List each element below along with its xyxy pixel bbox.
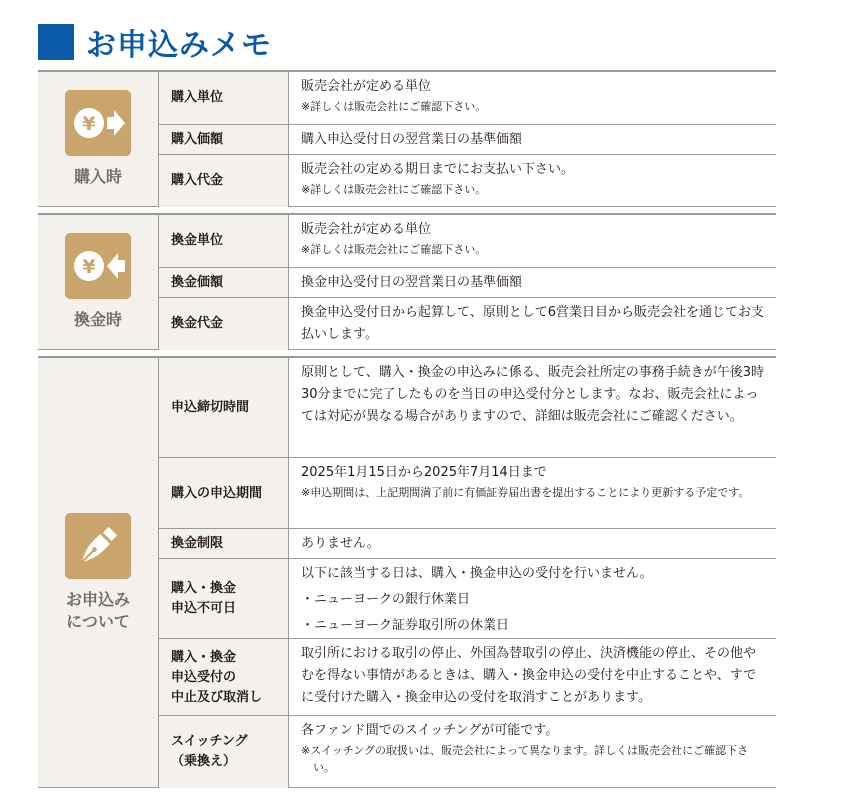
title-square-mark <box>38 24 74 60</box>
row-value: ありません。 <box>301 536 380 551</box>
row-key: 購入代金 <box>159 155 289 207</box>
table-row <box>159 267 776 298</box>
table-row <box>159 638 776 716</box>
row-value <box>289 215 776 267</box>
row-value: 取引所における取引の停止、外国為替取引の停止、決済機能の停止、その他やむを得ない事情があるときは、購入・換金申込の受付を中止することや、すでに受付けた購入・換金申込の受付を取消すことがあります。 <box>301 646 757 705</box>
row-value-text: 2025年1月15日から2025年7月14日まで <box>301 465 547 480</box>
row-key: 購入の申込期間 <box>159 458 289 529</box>
row-key-line: 中止及び取消し <box>171 689 263 705</box>
table-row <box>159 457 776 529</box>
yen-arrow-left-icon <box>65 233 131 299</box>
table-row <box>159 715 776 788</box>
row-value: 購入申込受付日の翌営業日の基準価額 <box>301 132 523 147</box>
table-row <box>159 124 776 155</box>
row-value <box>289 72 776 124</box>
row-value-text: 各ファンド間でのスイッチングが可能です。 <box>301 723 559 738</box>
fountain-pen-icon <box>65 513 131 579</box>
section-purchase-label: 購入時 <box>73 167 122 186</box>
row-note: ※申込期間は、上記期間満了前に有価証券届出書を提出することにより更新する予定です。 <box>301 486 750 499</box>
page-title <box>38 22 272 62</box>
section-purchase-label-cell <box>38 72 159 206</box>
row-key <box>159 559 289 639</box>
row-key: 申込締切時間 <box>159 358 289 457</box>
list-item: ・ニューヨークの銀行休業日 <box>301 592 471 607</box>
section-redemption-label-cell <box>38 215 159 349</box>
row-value <box>289 559 776 639</box>
row-value <box>289 458 776 529</box>
table-row <box>159 154 776 207</box>
row-value: 換金申込受付日から起算して、原則として6営業日目から販売会社を通じてお支払いします。 <box>301 305 765 342</box>
list-item: ・ニューヨーク証券取引所の休業日 <box>301 618 510 633</box>
section-application-label-cell <box>38 358 159 787</box>
row-value-text: 販売会社が定める単位 <box>301 222 432 237</box>
row-key: 換金価額 <box>159 268 289 298</box>
row-note: ※詳しくは販売会社にご確認下さい。 <box>301 183 487 196</box>
row-key-line: 申込受付の <box>171 669 237 685</box>
row-value-text: 以下に該当する日は、購入・換金申込の受付を行いません。 <box>301 566 653 581</box>
section-redemption <box>38 213 776 350</box>
section-application-label-line1: お申込み <box>65 589 130 609</box>
yen-arrow-right-icon <box>65 90 131 156</box>
row-key <box>159 716 289 788</box>
row-value <box>289 155 776 207</box>
row-key-line: 申込不可日 <box>171 601 237 616</box>
page-title-text: お申込みメモ <box>86 28 272 63</box>
table-row <box>159 528 776 559</box>
row-key-line: 購入・換金 <box>171 581 237 596</box>
row-key: 購入単位 <box>159 72 289 124</box>
row-note: ※詳しくは販売会社にご確認下さい。 <box>301 243 487 256</box>
row-value-text: 販売会社の定める期日までにお支払い下さい。 <box>301 162 575 177</box>
table-row <box>159 72 776 124</box>
svg-text:¥: ¥ <box>82 256 96 278</box>
svg-text:¥: ¥ <box>82 113 96 135</box>
row-note: ※詳しくは販売会社にご確認下さい。 <box>301 100 487 113</box>
section-purchase <box>38 70 776 207</box>
row-key: 換金単位 <box>159 215 289 267</box>
row-value: 換金申込受付日の翌営業日の基準価額 <box>301 275 523 290</box>
row-key <box>159 639 289 716</box>
row-key: 換金制限 <box>159 529 289 559</box>
row-value <box>289 716 776 788</box>
table-row <box>159 297 776 350</box>
row-key-line: スイッチング <box>171 734 248 749</box>
section-application-label-line2: について <box>66 611 130 631</box>
row-key-line: （乗換え） <box>171 754 237 769</box>
section-application <box>38 356 776 788</box>
row-value-text: 販売会社が定める単位 <box>301 79 432 94</box>
table-row <box>159 215 776 267</box>
row-key: 換金代金 <box>159 298 289 350</box>
section-application-label <box>66 589 130 633</box>
section-redemption-label: 換金時 <box>73 310 122 329</box>
row-key-line: 購入・換金 <box>171 649 237 665</box>
row-key: 購入価額 <box>159 125 289 155</box>
table-row <box>159 358 776 457</box>
row-note: ※スイッチングの取扱いは、販売会社によって異なります。詳しくは販売会社にご確認下さい。 <box>301 744 749 774</box>
row-value: 原則として、購入・換金の申込みに係る、販売会社所定の事務手続きが午後3時30分までに完了したものを当日の申込受付分とします。なお、販売会社によっては対応が異なる場合がありますので、詳細は販売会社にご確認ください。 <box>301 365 765 424</box>
table-row <box>159 558 776 639</box>
